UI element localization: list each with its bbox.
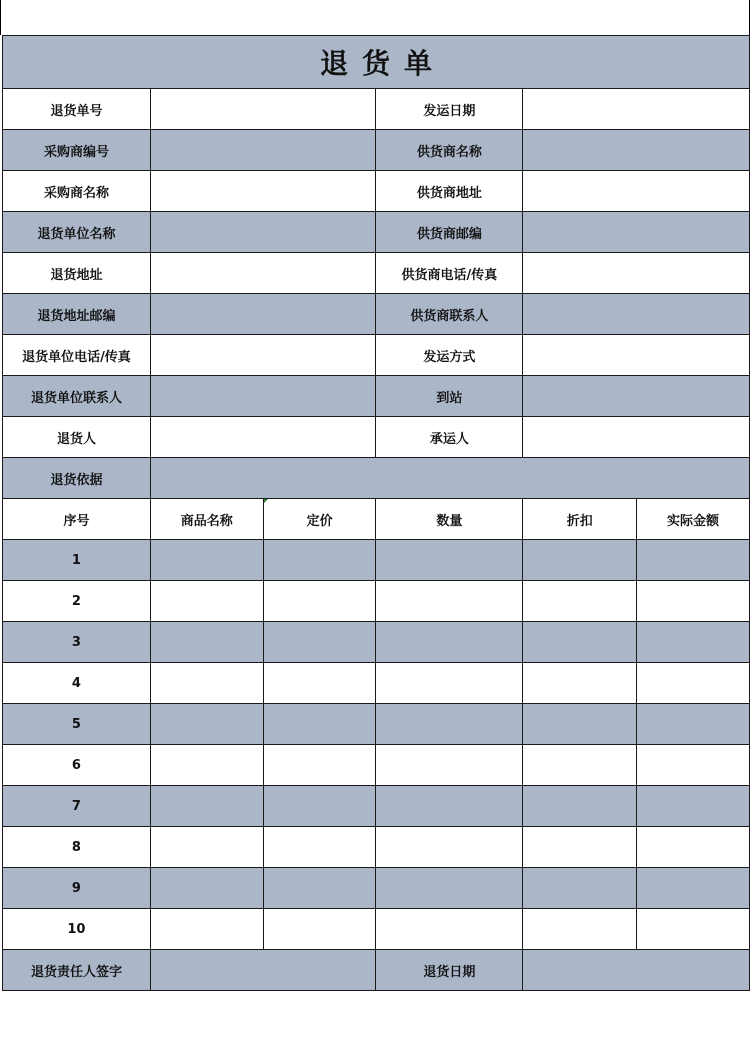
table-row (3, 663, 750, 704)
col-product-name-header: 商品名称 (150, 499, 263, 540)
quantity-cell[interactable] (376, 786, 523, 827)
product-name-cell[interactable] (150, 704, 263, 745)
return-unit-name-label: 退货单位名称 (3, 212, 151, 253)
product-name-cell[interactable] (150, 745, 263, 786)
return-unit-phone-fax-label: 退货单位电话/传真 (3, 335, 151, 376)
return-basis-label: 退货依据 (3, 458, 151, 499)
info-row (3, 89, 750, 130)
return-address-field[interactable] (150, 253, 376, 294)
price-cell[interactable] (263, 581, 376, 622)
col-index-header: 序号 (3, 499, 151, 540)
price-cell[interactable] (263, 663, 376, 704)
supplier-address-field[interactable] (523, 171, 750, 212)
returner-label: 退货人 (3, 417, 151, 458)
footer-row (3, 950, 750, 991)
quantity-cell[interactable] (376, 868, 523, 909)
return-address-postcode-label: 退货地址邮编 (3, 294, 151, 335)
price-cell[interactable] (263, 540, 376, 581)
quantity-cell[interactable] (376, 745, 523, 786)
return-no-label: 退货单号 (3, 89, 151, 130)
product-name-cell[interactable] (150, 868, 263, 909)
table-row (3, 622, 750, 663)
return-unit-contact-field[interactable] (150, 376, 376, 417)
table-row (3, 786, 750, 827)
destination-station-field[interactable] (523, 376, 750, 417)
actual-amount-cell[interactable] (637, 745, 750, 786)
buyer-name-field[interactable] (150, 171, 376, 212)
row-number: 4 (3, 663, 151, 704)
actual-amount-cell[interactable] (637, 704, 750, 745)
buyer-code-field[interactable] (150, 130, 376, 171)
items-header-row (3, 499, 750, 540)
returner-field[interactable] (150, 417, 376, 458)
supplier-phone-fax-label: 供货商电话/传真 (376, 253, 523, 294)
basis-row (3, 458, 750, 499)
info-row (3, 376, 750, 417)
product-name-cell[interactable] (150, 663, 263, 704)
product-name-cell[interactable] (150, 909, 263, 950)
product-name-cell[interactable] (150, 581, 263, 622)
info-row (3, 130, 750, 171)
quantity-cell[interactable] (376, 663, 523, 704)
table-row (3, 868, 750, 909)
table-row (3, 540, 750, 581)
ship-date-field[interactable] (523, 89, 750, 130)
price-cell[interactable] (263, 786, 376, 827)
signature-label: 退货责任人签字 (3, 950, 151, 991)
quantity-cell[interactable] (376, 622, 523, 663)
return-unit-phone-fax-field[interactable] (150, 335, 376, 376)
actual-amount-cell[interactable] (637, 786, 750, 827)
shipping-method-field[interactable] (523, 335, 750, 376)
quantity-cell[interactable] (376, 827, 523, 868)
price-cell[interactable] (263, 622, 376, 663)
col-price-header: 定价 (263, 499, 376, 540)
row-number: 8 (3, 827, 151, 868)
quantity-cell[interactable] (376, 909, 523, 950)
col-quantity-header: 数量 (376, 499, 523, 540)
shipping-method-label: 发运方式 (376, 335, 523, 376)
margin-line-left (0, 0, 1, 35)
info-row (3, 171, 750, 212)
info-row (3, 335, 750, 376)
col-actual-amount-header: 实际金额 (637, 499, 750, 540)
destination-station-label: 到站 (376, 376, 523, 417)
info-row (3, 417, 750, 458)
row-number: 3 (3, 622, 151, 663)
actual-amount-cell[interactable] (637, 663, 750, 704)
table-row (3, 909, 750, 950)
supplier-phone-fax-field[interactable] (523, 253, 750, 294)
actual-amount-cell[interactable] (637, 581, 750, 622)
price-cell[interactable] (263, 868, 376, 909)
row-number: 6 (3, 745, 151, 786)
row-number: 1 (3, 540, 151, 581)
supplier-address-label: 供货商地址 (376, 171, 523, 212)
table-row (3, 581, 750, 622)
discount-cell[interactable] (523, 909, 637, 950)
row-number: 9 (3, 868, 151, 909)
info-row (3, 294, 750, 335)
discount-cell[interactable] (523, 704, 637, 745)
supplier-name-label: 供货商名称 (376, 130, 523, 171)
row-number: 7 (3, 786, 151, 827)
discount-cell[interactable] (523, 663, 637, 704)
discount-cell[interactable] (523, 786, 637, 827)
return-form (2, 35, 750, 991)
actual-amount-cell[interactable] (637, 827, 750, 868)
actual-amount-cell[interactable] (637, 868, 750, 909)
actual-amount-cell[interactable] (637, 540, 750, 581)
row-number: 5 (3, 704, 151, 745)
quantity-cell[interactable] (376, 581, 523, 622)
supplier-contact-label: 供货商联系人 (376, 294, 523, 335)
row-number: 10 (3, 909, 151, 950)
buyer-name-label: 采购商名称 (3, 171, 151, 212)
price-cell[interactable] (263, 745, 376, 786)
supplier-contact-field[interactable] (523, 294, 750, 335)
table-row (3, 745, 750, 786)
return-unit-name-field[interactable] (150, 212, 376, 253)
product-name-cell[interactable] (150, 827, 263, 868)
product-name-cell[interactable] (150, 786, 263, 827)
product-name-cell[interactable] (150, 540, 263, 581)
price-cell[interactable] (263, 827, 376, 868)
quantity-cell[interactable] (376, 704, 523, 745)
actual-amount-cell[interactable] (637, 622, 750, 663)
discount-cell[interactable] (523, 827, 637, 868)
discount-cell[interactable] (523, 868, 637, 909)
carrier-field[interactable] (523, 417, 750, 458)
col-discount-header: 折扣 (523, 499, 637, 540)
return-date-field[interactable] (523, 950, 750, 991)
discount-cell[interactable] (523, 540, 637, 581)
info-row (3, 253, 750, 294)
supplier-postcode-label: 供货商邮编 (376, 212, 523, 253)
quantity-cell[interactable] (376, 540, 523, 581)
discount-cell[interactable] (523, 622, 637, 663)
sheet-top-margin (0, 0, 750, 35)
discount-cell[interactable] (523, 745, 637, 786)
table-row (3, 704, 750, 745)
carrier-label: 承运人 (376, 417, 523, 458)
table-row (3, 827, 750, 868)
return-no-field[interactable] (150, 89, 376, 130)
discount-cell[interactable] (523, 581, 637, 622)
return-basis-field[interactable] (150, 458, 749, 499)
info-row (3, 212, 750, 253)
product-name-cell[interactable] (150, 622, 263, 663)
price-cell[interactable] (263, 909, 376, 950)
buyer-code-label: 采购商编号 (3, 130, 151, 171)
row-number: 2 (3, 581, 151, 622)
supplier-postcode-field[interactable] (523, 212, 750, 253)
return-unit-contact-label: 退货单位联系人 (3, 376, 151, 417)
return-address-postcode-field[interactable] (150, 294, 376, 335)
signature-field[interactable] (150, 950, 376, 991)
actual-amount-cell[interactable] (637, 909, 750, 950)
supplier-name-field[interactable] (523, 130, 750, 171)
return-date-label: 退货日期 (376, 950, 523, 991)
return-address-label: 退货地址 (3, 253, 151, 294)
form-title: 退货单 (3, 36, 750, 89)
ship-date-label: 发运日期 (376, 89, 523, 130)
price-cell[interactable] (263, 704, 376, 745)
